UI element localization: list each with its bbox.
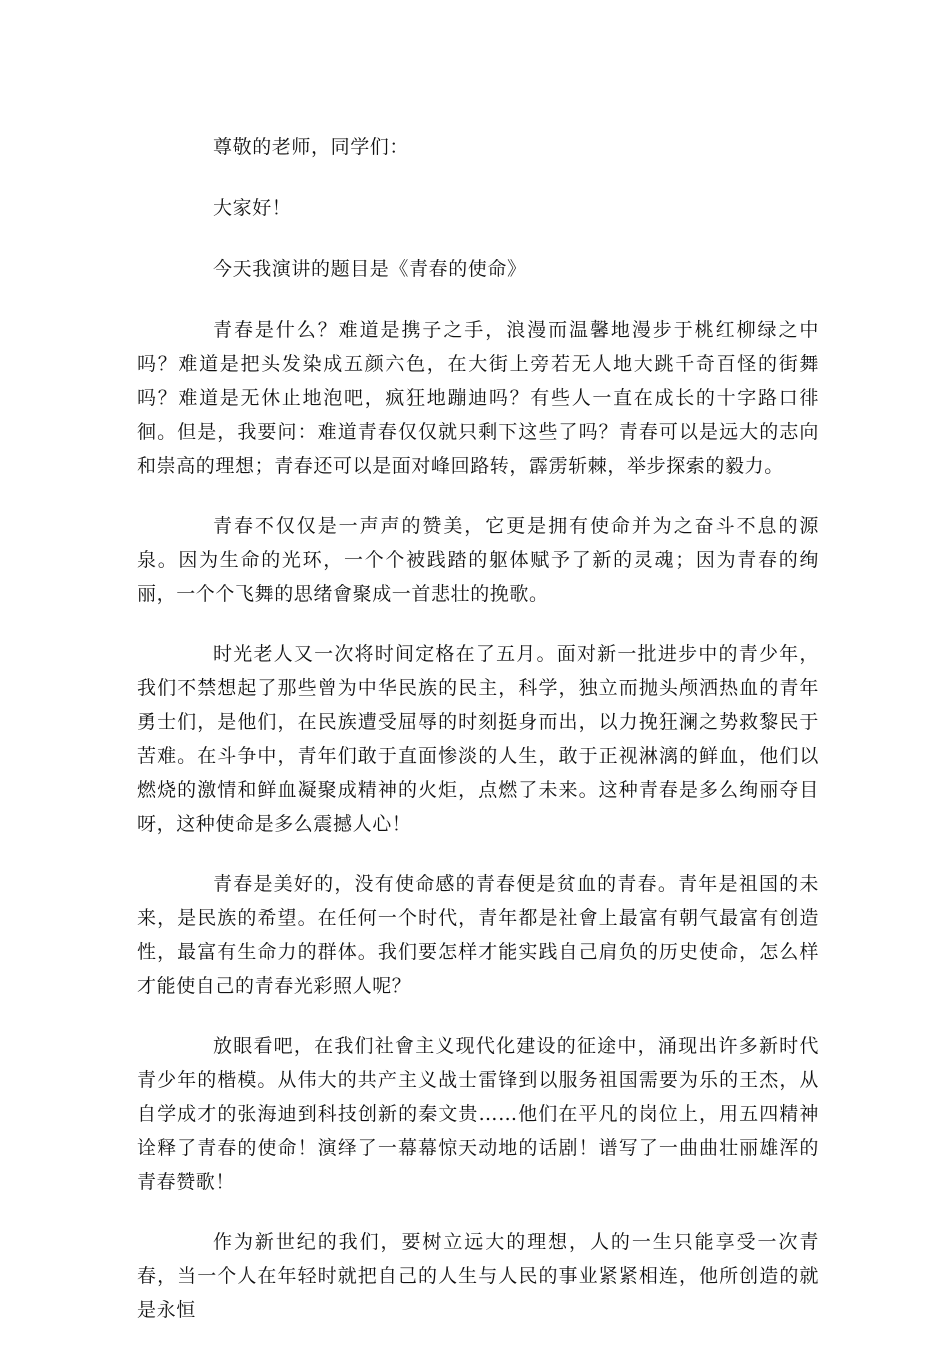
paragraph-5: 放眼看吧，在我们社會主义现代化建设的征途中，涌现出许多新时代青少年的楷模。从伟大的共产主义战士雷锋到以服务祖国需要为乐的王杰，从自学成才的张海迪到科技创新的秦文贵……他们在平凡的岗位上，用五四精神诠释了青春的使命！演绎了一幕幕惊天动地的话剧！谱写了一曲曲壮丽雄浑的青春赞歌！ bbox=[137, 1035, 819, 1193]
speech-text bbox=[137, 130, 819, 1353]
paragraph-4: 青春是美好的，没有使命感的青春便是贫血的青春。青年是祖国的未来，是民族的希望。在任何一个时代，青年都是社會上最富有朝气最富有创造性，最富有生命力的群体。我们要怎样才能实践自己肩负的历史使命，怎么样才能使自己的青春光彩照人呢？ bbox=[137, 873, 819, 997]
paragraph-2: 青春不仅仅是一声声的赞美，它更是拥有使命并为之奋斗不息的源泉。因为生命的光环，一个个被践踏的躯体赋予了新的灵魂；因为青春的绚丽，一个个飞舞的思绪會聚成一首悲壮的挽歌。 bbox=[137, 515, 819, 605]
hello-line: 大家好！ bbox=[213, 197, 292, 219]
paragraph-3: 时光老人又一次将时间定格在了五月。面对新一批进步中的青少年，我们不禁想起了那些曾为中华民族的民主，科学，独立而抛头颅洒热血的青年勇士们，是他们，在民族遭受屈辱的时刻挺身而出，以力挽狂澜之势救黎民于苦难。在斗争中，青年们敢于直面惨淡的人生，敢于正视淋漓的鲜血，他们以燃烧的激情和鲜血凝聚成精神的火炬，点燃了未来。这种青春是多么绚丽夺目呀，这种使命是多么震撼人心！ bbox=[137, 643, 819, 835]
greeting: 尊敬的老师，同学们： bbox=[213, 136, 410, 158]
paragraph-6: 作为新世纪的我们，要树立远大的理想，人的一生只能享受一次青春，当一个人在年轻时就把自己的人生与人民的事业紧紧相连，他所创造的就是永恒 bbox=[137, 1231, 819, 1321]
paragraph-1: 青春是什么？难道是携子之手，浪漫而温馨地漫步于桃红柳绿之中吗？难道是把头发染成五颜六色，在大街上旁若无人地大跳千奇百怪的街舞吗？难道是无休止地泡吧，疯狂地蹦迪吗？有些人一直在成长的十字路口徘徊。但是，我要问：难道青春仅仅就只剩下这些了吗？青春可以是远大的志向和崇高的理想；青春还可以是面对峰回路转，霹雳斩棘，举步探索的毅力。 bbox=[137, 319, 819, 477]
speech-title-line: 今天我演讲的题目是《青春的使命》 bbox=[213, 258, 527, 280]
